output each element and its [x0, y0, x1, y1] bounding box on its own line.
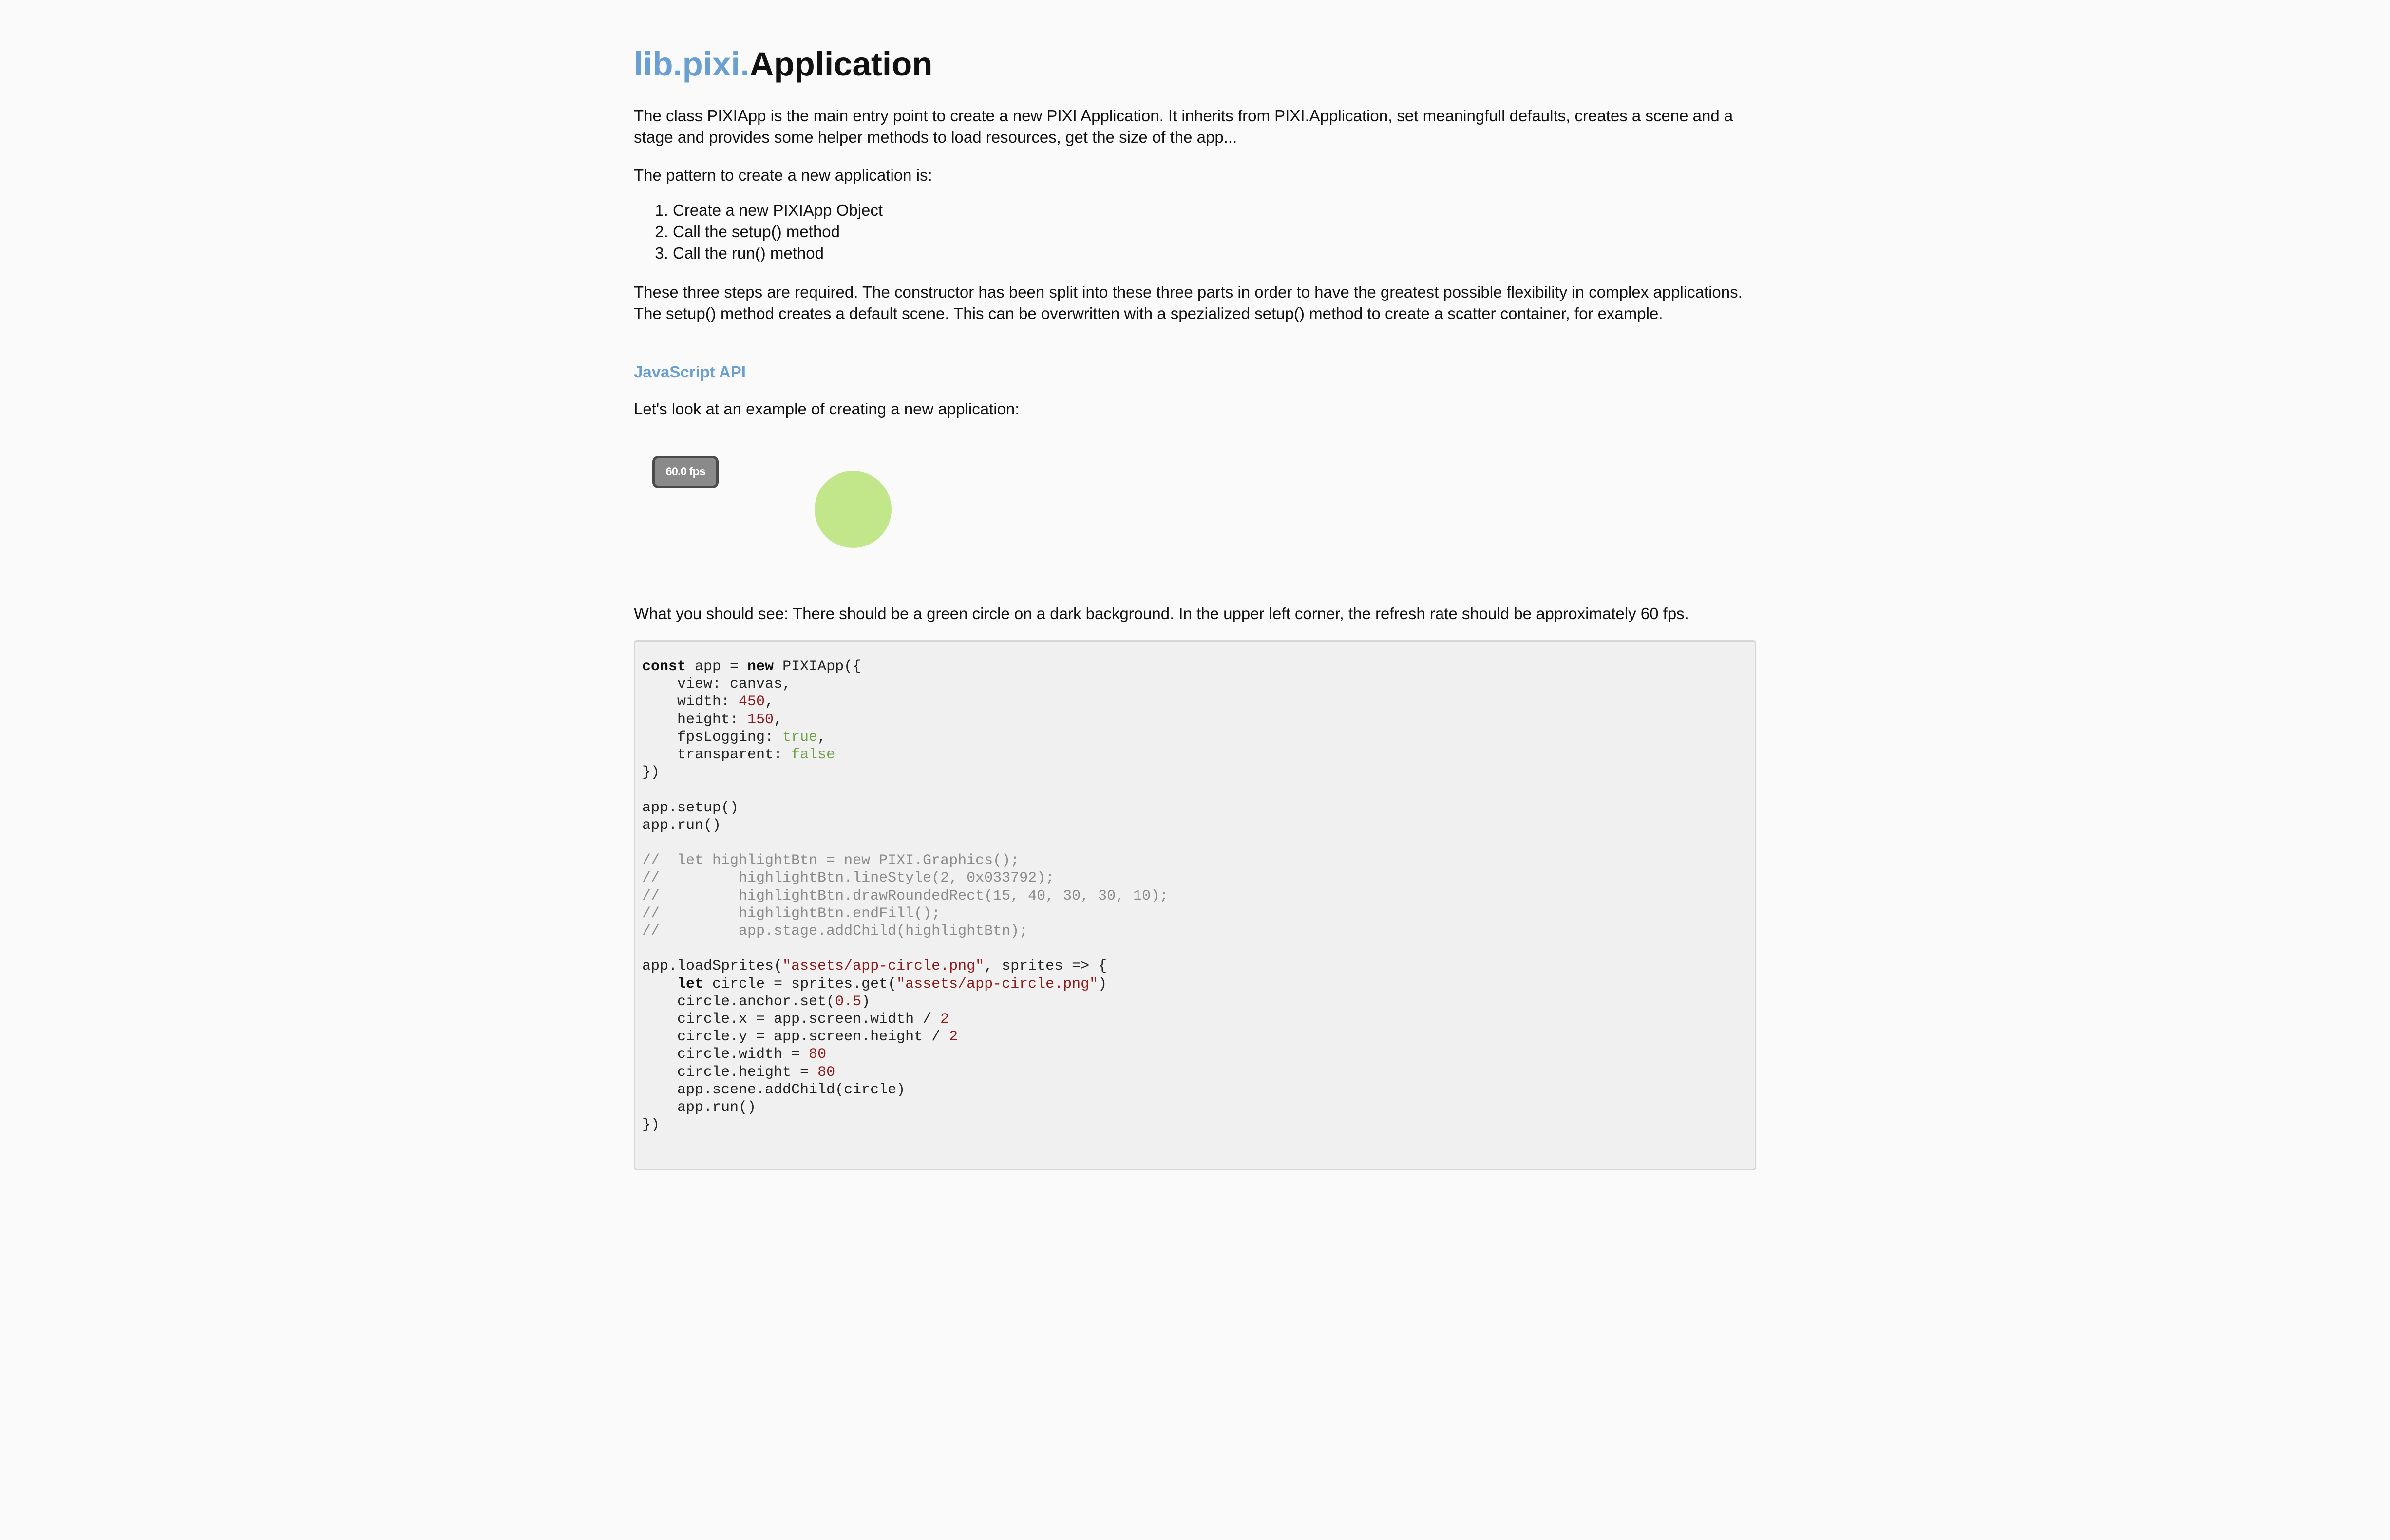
code-text: app =: [686, 658, 748, 675]
code-text: ): [1098, 976, 1107, 993]
javascript-api-link[interactable]: JavaScript API: [634, 363, 746, 381]
code-line: app.scene.addChild(circle): [642, 1081, 906, 1098]
code-text: transparent:: [642, 747, 792, 764]
code-text: circle.anchor.set(: [642, 993, 835, 1010]
code-string: "assets/app-circle.png": [896, 976, 1099, 993]
page-title: [634, 40, 932, 89]
code-number: 2: [949, 1029, 958, 1046]
code-text: width:: [642, 694, 739, 711]
code-line: }): [642, 1117, 660, 1134]
code-text: height:: [642, 711, 748, 728]
code-text: circle = sprites.get(: [703, 976, 897, 993]
code-boolean: true: [782, 729, 818, 746]
steps-list: [634, 200, 883, 264]
code-comment: // highlightBtn.lineStyle(2, 0x033792);: [642, 870, 1055, 887]
code-comment: // app.stage.addChild(highlightBtn);: [642, 923, 1028, 940]
code-text: circle.x = app.screen.width /: [642, 1011, 941, 1028]
code-line: app.setup(): [642, 799, 739, 816]
code-text: ): [861, 993, 871, 1010]
list-item: 2. Call the setup() method: [673, 221, 883, 243]
code-number: 150: [747, 711, 774, 728]
code-text: ,: [765, 694, 774, 711]
code-block: [634, 640, 1756, 1170]
code-line: view: canvas,: [642, 676, 792, 693]
code-boolean: false: [791, 747, 835, 764]
code-comment: // let highlightBtn = new PIXI.Graphics();: [642, 852, 1020, 869]
demo-canvas[interactable]: [634, 438, 999, 570]
code-text: circle.height =: [642, 1064, 818, 1081]
code-keyword: let: [677, 976, 704, 993]
code-indent: [642, 976, 677, 993]
list-item: 3. Call the run() method: [673, 243, 883, 264]
code-number: 0.5: [835, 993, 862, 1010]
title-class-name: Application: [749, 45, 933, 83]
code-text: , sprites => {: [984, 958, 1107, 975]
code-string: "assets/app-circle.png": [782, 958, 985, 975]
code-line: }): [642, 764, 660, 781]
code-keyword: new: [747, 658, 774, 675]
code-number: 2: [940, 1011, 949, 1028]
code-text: ,: [817, 729, 827, 746]
code-text: fpsLogging:: [642, 729, 783, 746]
intro-paragraph: The class PIXIApp is the main entry point to create a new PIXI Application. It inherits from PIXI.Application, set meaningfull defaults, creates a scene and a stage and provides some helper methods to load resources, get the size of the app...: [634, 107, 1733, 146]
green-circle-sprite: [815, 471, 892, 548]
code-text: ,: [774, 711, 783, 728]
code-number: 80: [817, 1064, 835, 1081]
list-item: 1. Create a new PIXIApp Object: [673, 200, 883, 221]
pattern-intro: The pattern to create a new application is:: [634, 166, 932, 184]
code-keyword: const: [642, 658, 686, 675]
fps-counter-badge: 60.0 fps: [652, 456, 719, 488]
explanation-paragraph: These three steps are required. The constructor has been split into these three parts in order to have the greatest possible flexibility in complex applications. The setup() method creates a default scene. This can be overwritten with a spezialized setup() method to create a scatter container, for example.: [634, 283, 1743, 322]
expectation-paragraph: What you should see: There should be a green circle on a dark background. In the upper left corner, the refresh rate should be approximately 60 fps.: [634, 604, 1689, 622]
code-text: PIXIApp({: [774, 658, 862, 675]
code-number: 80: [809, 1046, 827, 1063]
code-comment: // highlightBtn.drawRoundedRect(15, 40, 30, 30, 10);: [642, 887, 1169, 904]
code-text: app.loadSprites(: [642, 958, 783, 975]
code-line: app.run(): [642, 1099, 757, 1116]
code-text: circle.y = app.screen.height /: [642, 1029, 949, 1046]
title-namespace: lib.pixi.: [634, 45, 750, 83]
code-listing: [635, 642, 1755, 1134]
code-comment: // highlightBtn.endFill();: [642, 905, 941, 922]
code-text: circle.width =: [642, 1046, 809, 1063]
code-number: 450: [739, 694, 765, 711]
code-line: app.run(): [642, 817, 721, 834]
example-intro: Let's look at an example of creating a new application:: [634, 400, 1020, 418]
